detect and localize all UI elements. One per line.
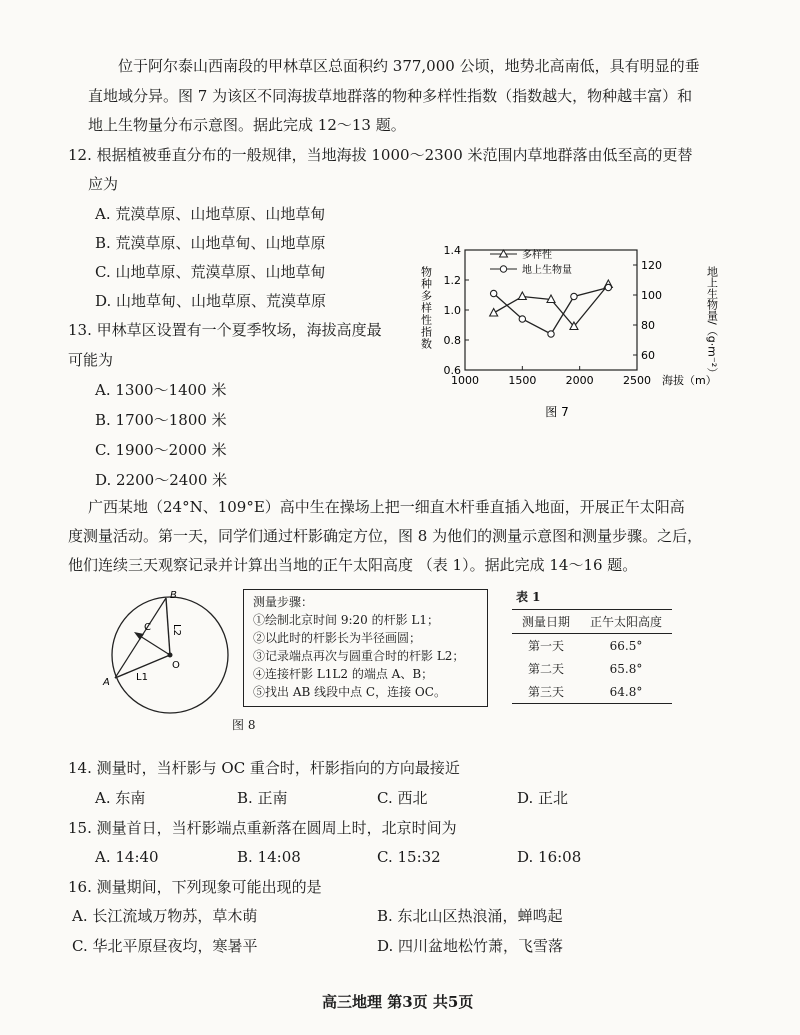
q13-option-a: A. 1300～1400 米 xyxy=(95,381,227,399)
q16-option-a: A. 长江流域万物苏，草木萌 xyxy=(72,907,258,925)
q12-option-b: B. 荒漠草原、山地草甸、山地草原 xyxy=(95,234,326,252)
q13-stem-line-2: 可能为 xyxy=(68,351,114,369)
steps-title: 测量步骤： xyxy=(253,595,314,609)
legend-diversity-label: 多样性 xyxy=(522,250,552,261)
q12-option-c: C. 山地草原、荒漠草原、山地草甸 xyxy=(95,263,326,281)
q14-option-a: A. 东南 xyxy=(95,789,146,807)
guangxi-line-1: 广西某地（24°N、109°E）高中生在操场上把一细直木杆垂直插入地面，开展正午太阳高 xyxy=(88,498,685,516)
left-axis-label: 物种多样性指数 xyxy=(419,266,433,350)
label-c: C xyxy=(144,622,151,633)
right-tick-label: 80 xyxy=(641,319,655,332)
x-tick-label: 2000 xyxy=(565,374,594,387)
q12-stem-line-1: 12. 根据植被垂直分布的一般规律，当地海拔 1000～2300 米范围内草地群落由低至高的更替 xyxy=(68,146,693,164)
biomass-point xyxy=(571,293,577,299)
q12-stem-line-2: 应为 xyxy=(88,175,119,193)
step-4: ④连接杆影 L1L2 的端点 A、B； xyxy=(253,667,434,681)
figure-7-caption: 图 7 xyxy=(545,405,569,419)
line-oc xyxy=(140,636,170,655)
step-5: ⑤找出 AB 线段中点 C，连接 OC。 xyxy=(253,685,446,699)
label-l1: L1 xyxy=(136,672,148,683)
left-tick-label: 1.4 xyxy=(443,244,461,257)
left-tick-label: 1.0 xyxy=(443,304,461,317)
right-tick-label: 100 xyxy=(641,289,662,302)
label-o: O xyxy=(172,660,180,671)
diversity-point xyxy=(518,292,526,300)
label-a: A xyxy=(103,677,110,688)
pole-point xyxy=(168,653,173,658)
table-row xyxy=(512,634,672,658)
biomass-point xyxy=(519,316,525,322)
x-axis-unit: 海拔（m） xyxy=(662,374,717,387)
q13-option-c: C. 1900～2000 米 xyxy=(95,441,227,459)
biomass-point xyxy=(605,284,611,290)
right-tick-label: 120 xyxy=(641,259,662,272)
right-axis-label: 地上生物量/（g·m⁻²） xyxy=(705,266,719,379)
table-header-row xyxy=(512,610,672,634)
shadow-l2-line xyxy=(166,598,170,655)
table-cell: 第二天 xyxy=(528,662,565,676)
x-tick-label: 1000 xyxy=(451,374,479,387)
table-row xyxy=(512,680,672,704)
intro-line-1: 位于阿尔泰山西南段的甲林草区总面积约 377,000 公顷，地势北高南低，具有明显的垂 xyxy=(118,57,700,75)
diversity-point xyxy=(490,309,498,317)
biomass-point xyxy=(548,331,554,337)
figure-7-chart xyxy=(412,238,730,423)
q15-option-d: D. 16:08 xyxy=(517,848,582,866)
q15-stem: 15. 测量首日，当杆影端点重新落在圆周上时，北京时间为 xyxy=(68,819,457,837)
q15-option-a: A. 14:40 xyxy=(95,848,159,866)
series-line-diversity xyxy=(494,285,609,327)
intro-line-2: 直地域分异。图 7 为该区不同海拔草地群落的物种多样性指数（指数越大，物种越丰富）和 xyxy=(88,87,693,105)
label-l2: L2 xyxy=(171,624,182,636)
step-2: ②以此时的杆影长为半径画圆； xyxy=(253,631,422,645)
table-cell: 65.8° xyxy=(609,661,643,676)
guangxi-line-2: 度测量活动。第一天，同学们通过杆影确定方位，图 8 为他们的测量示意图和测量步骤。之后， xyxy=(68,527,703,545)
right-tick-label: 60 xyxy=(641,349,655,362)
q15-option-b: B. 14:08 xyxy=(237,848,301,866)
figure-8-diagram xyxy=(100,590,240,720)
page-footer: 高三地理 第3页 共5页 xyxy=(322,993,474,1011)
table-1-title: 表 1 xyxy=(516,590,541,604)
q13-stem-line-1: 13. 甲林草区设置有一个夏季牧场，海拔高度最 xyxy=(68,321,382,339)
x-tick-label: 1500 xyxy=(508,374,537,387)
table-1 xyxy=(512,609,672,704)
q15-option-c: C. 15:32 xyxy=(377,848,441,866)
figure-8-caption: 图 8 xyxy=(232,718,256,732)
table-header-altitude: 正午太阳高度 xyxy=(590,615,663,629)
q16-option-c: C. 华北平原昼夜均，寒暑平 xyxy=(72,937,258,955)
intro-line-3: 地上生物量分布示意图。据此完成 12～13 题。 xyxy=(88,116,406,134)
q12-option-d: D. 山地草甸、山地草原、荒漠草原 xyxy=(95,292,327,310)
q14-option-c: C. 西北 xyxy=(377,789,428,807)
q13-option-b: B. 1700～1800 米 xyxy=(95,411,227,429)
step-1: ①绘制北京时间 9:20 的杆影 L1； xyxy=(253,613,439,627)
q16-stem: 16. 测量期间，下列现象可能出现的是 xyxy=(68,878,322,896)
q13-option-d: D. 2200～2400 米 xyxy=(95,471,228,489)
label-b: B xyxy=(170,590,177,601)
q12-option-a: A. 荒漠草原、山地草原、山地草甸 xyxy=(95,205,326,223)
q16-option-b: B. 东北山区热浪涌，蝉鸣起 xyxy=(377,907,563,925)
table-header-date: 测量日期 xyxy=(522,615,571,629)
legend-biomass-label: 地上生物量 xyxy=(522,265,572,276)
oc-arrow-icon xyxy=(134,632,144,640)
table-row xyxy=(512,657,672,680)
left-tick-label: 1.2 xyxy=(443,274,461,287)
table-cell: 第一天 xyxy=(528,639,565,653)
q14-option-b: B. 正南 xyxy=(237,789,288,807)
legend-circle-icon xyxy=(500,266,506,272)
q14-option-d: D. 正北 xyxy=(517,789,569,807)
measurement-steps-box xyxy=(243,589,488,707)
table-cell: 64.8° xyxy=(609,684,643,699)
q14-stem: 14. 测量时，当杆影与 OC 重合时，杆影指向的方向最接近 xyxy=(68,759,460,777)
guangxi-line-3: 他们连续三天观察记录并计算出当地的正午太阳高度 （表 1）。据此完成 14～16 题。 xyxy=(68,556,638,574)
left-tick-label: 0.6 xyxy=(443,364,461,377)
q16-option-d: D. 四川盆地松竹萧，飞雪落 xyxy=(377,937,564,955)
step-3: ③记录端点再次与圆重合时的杆影 L2； xyxy=(253,649,465,663)
table-cell: 第三天 xyxy=(528,685,565,699)
table-cell: 66.5° xyxy=(609,638,643,653)
biomass-point xyxy=(490,290,496,296)
x-tick-label: 2500 xyxy=(623,374,651,387)
left-tick-label: 0.8 xyxy=(443,334,461,347)
